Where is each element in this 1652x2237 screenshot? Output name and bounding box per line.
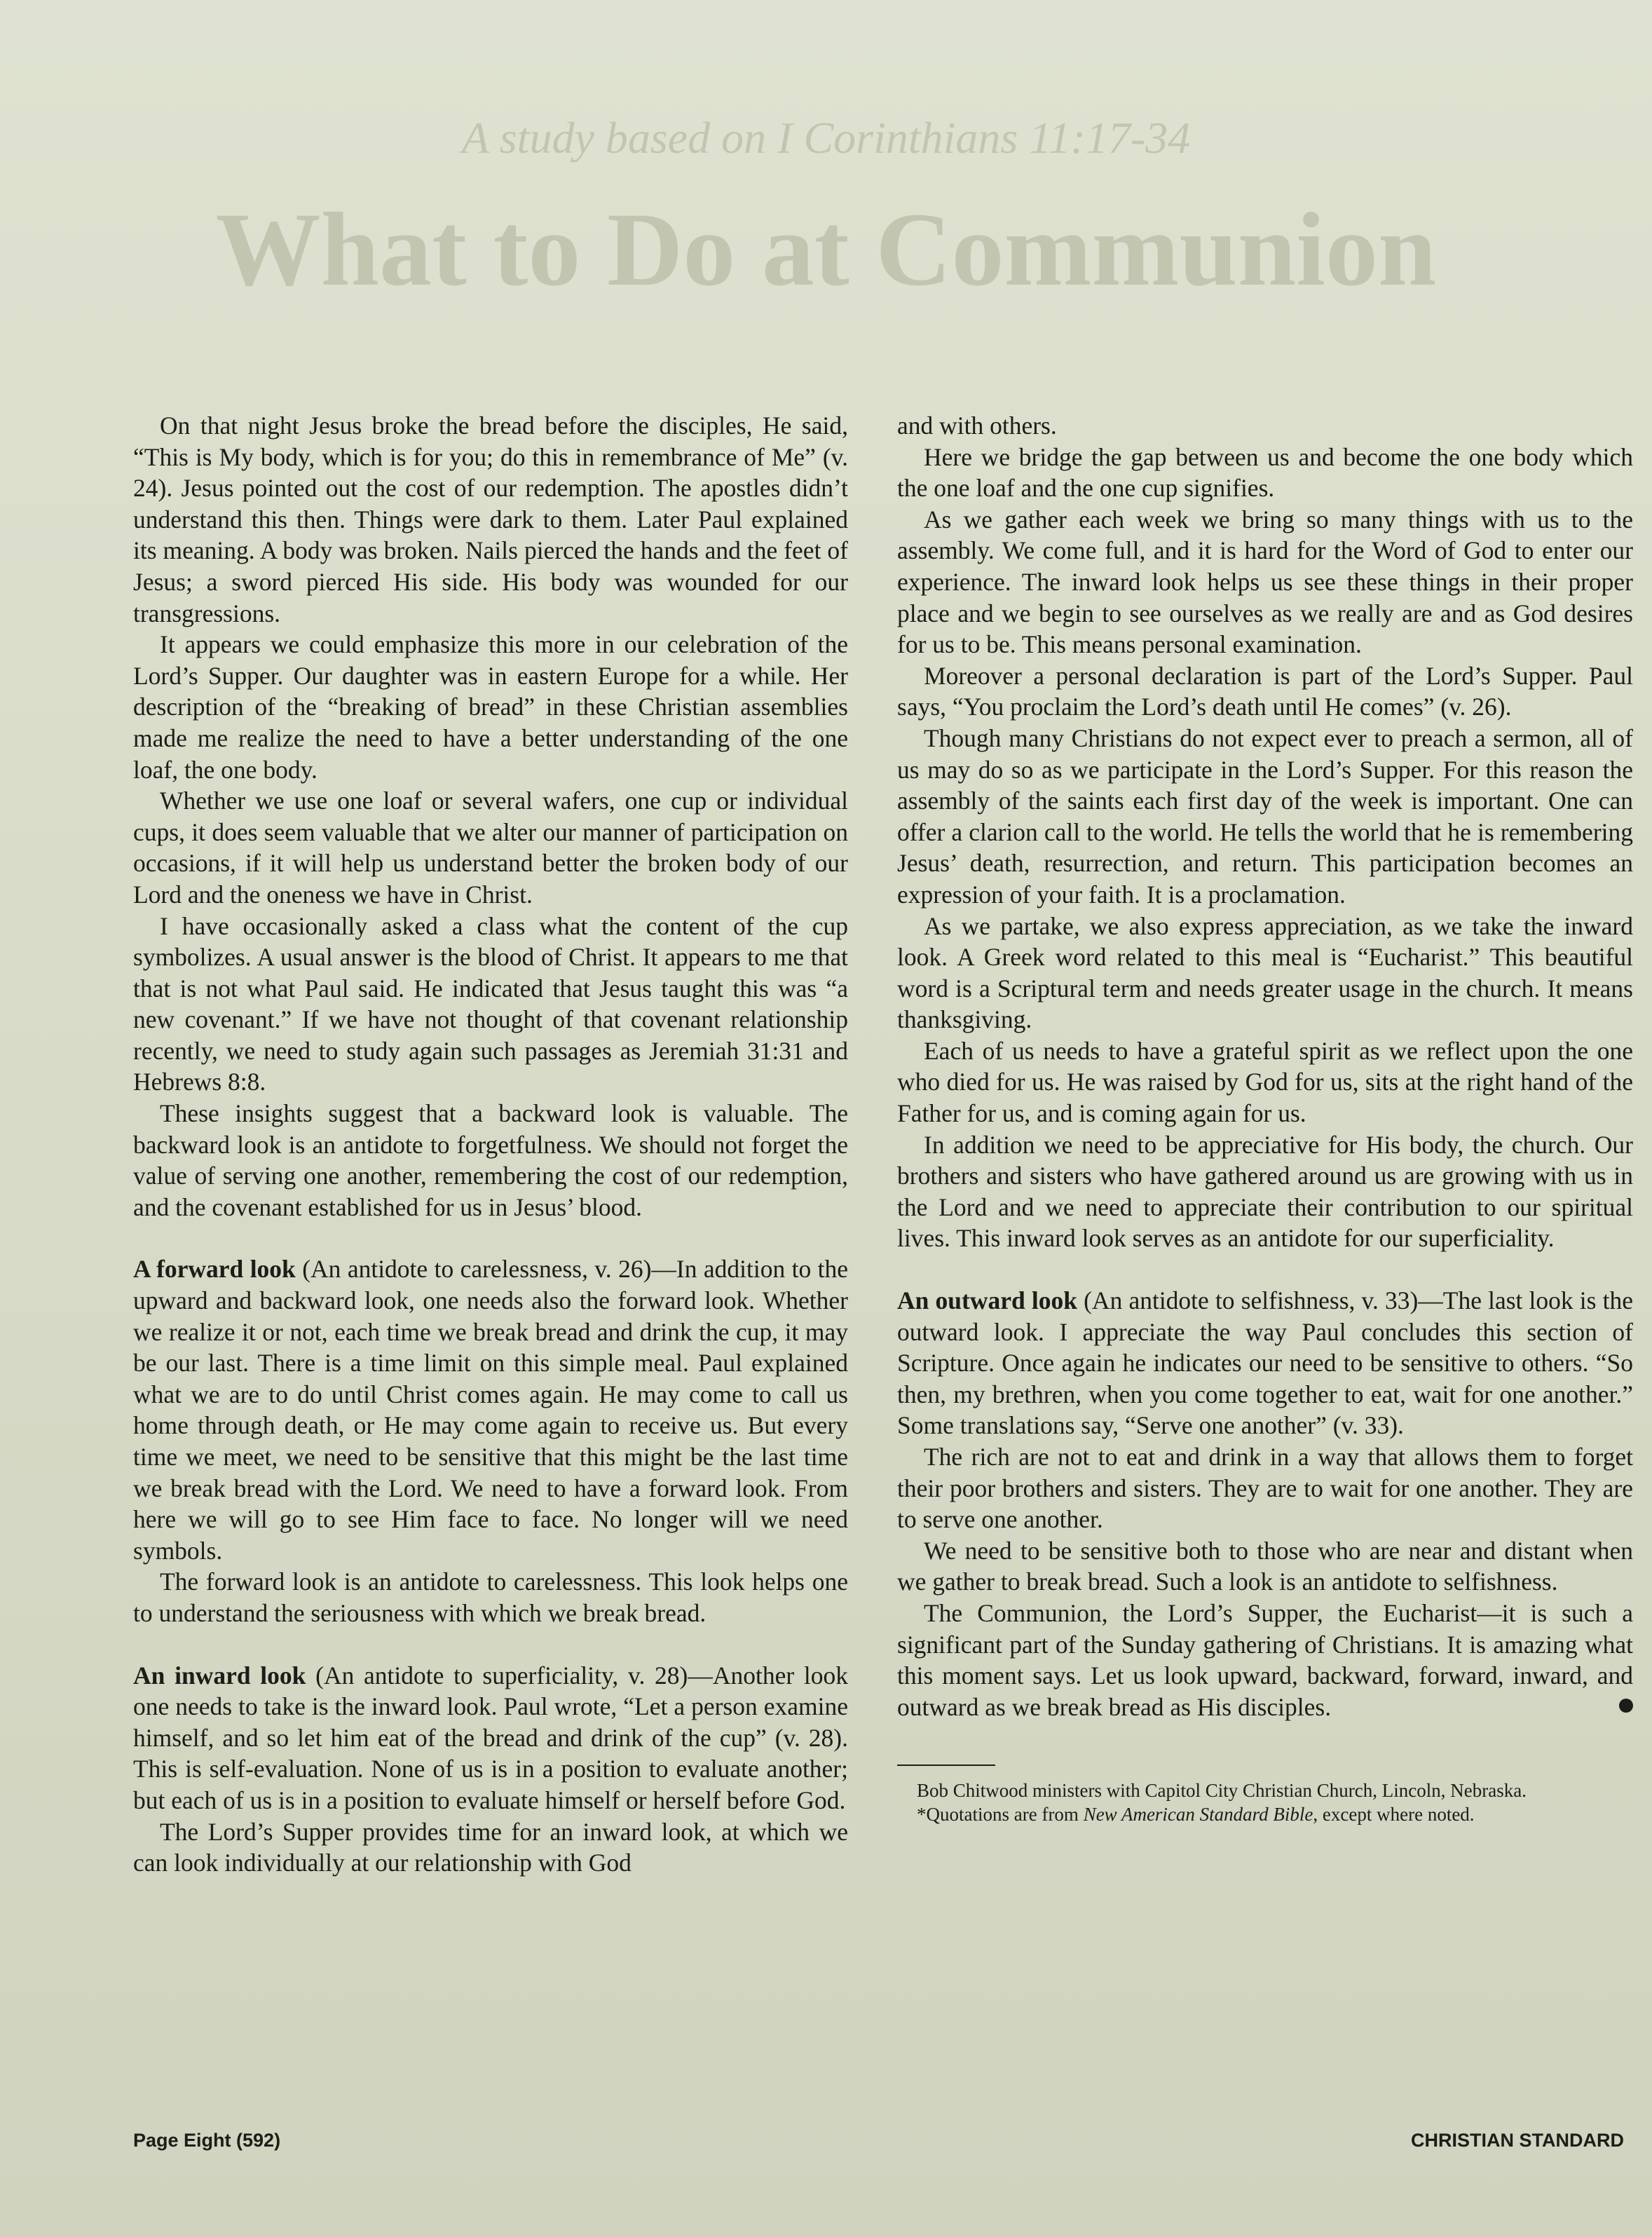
- footnotes: [897, 1765, 1633, 1826]
- body-paragraph: These insights suggest that a backward look is valuable. The backward look is an antidote to forgetfulness. We should not forget the value of serving one another, remembering the cost of our redemption, and the covenant established for us in Jesus’ blood.: [133, 1099, 848, 1221]
- quotation-suffix: , except where noted.: [1313, 1804, 1475, 1825]
- body-paragraph: In addition we need to be appreciative for His body, the church. Our brothers and sisters who have gathered around us are growing with us in the Lord and we need to appreciate their contribution to our spiritual lives. This inward look serves as an antidote for our superficiality.: [897, 1130, 1633, 1253]
- section-heading: An outward look: [897, 1286, 1077, 1315]
- quotation-note: [897, 1802, 1633, 1826]
- continued-text: and with others.: [897, 412, 1057, 440]
- body-paragraph: I have occasionally asked a class what the content of the cup symbolizes. A usual answer is the blood of Christ. It appears to me that that is not what Paul said. He indicated that Jesus taught this was “a new covenant.” If we have not thought of that covenant relationship recently, we need to study again such passages as Jeremiah 31:31 and Hebrews 8:8.: [133, 911, 848, 1096]
- body-paragraph: We need to be sensitive both to those who are near and distant when we gather to break bread. Such a look is an antidote to selfishness.: [897, 1536, 1633, 1596]
- section-heading: An inward look: [133, 1661, 306, 1689]
- section-intro: (An antidote to selfishness, v. 33)—The last look is the outward look. I appreciate the way Paul concludes this section of Scripture. Once again he indicates our need to be sensitive to others. “So then, my brethren, when you come together to eat, wait for one another.” Some translations say, “Serve one another” (v. 33).: [897, 1286, 1633, 1440]
- right-column: [897, 410, 1633, 1826]
- body-paragraph: The Lord’s Supper provides time for an inward look, at which we can look individually at our relationship with God: [133, 1817, 848, 1877]
- left-column: [133, 410, 848, 1879]
- section-intro: (An antidote to superficiality, v. 28)—Another look one needs to take is the inward look. Paul wrote, “Let a person examine himself, and so let him eat of the bread and drink of the cup” (v. 28). This is self-evaluation. None of us is in a position to evaluate another; but each of us is in a position to evaluate himself or herself before God.: [133, 1661, 849, 1814]
- outward-look-section: [897, 1285, 1633, 1441]
- publication-name: CHRISTIAN STANDARD: [1411, 2130, 1624, 2151]
- body-paragraph: Though many Christians do not expect ever to preach a sermon, all of us may do so as we participate in the Lord’s Supper. For this reason the assembly of the saints each first day of the week is important. One can offer a clarion call to the world. He tells the world that he is remembering Jesus’ death, resurrection, and return. This participation becomes an expression of your faith. It is a proclamation.: [897, 723, 1633, 909]
- body-paragraph: The rich are not to eat and drink in a way that allows them to forget their poor brothers and sisters. They are to wait for one another. They are to serve one another.: [897, 1443, 1633, 1534]
- body-paragraph: Moreover a personal declaration is part of the Lord’s Supper. Paul says, “You proclaim the Lord’s death until He comes” (v. 26).: [897, 661, 1633, 721]
- bleed-through-title: What to Do at Communion: [215, 191, 1437, 308]
- quotation-prefix: *Quotations are from: [917, 1804, 1084, 1825]
- end-mark-icon: [1619, 1699, 1633, 1713]
- body-paragraph: As we partake, we also express appreciation, as we take the inward look. A Greek word related to this meal is “Eucharist.” This beautiful word is a Scriptural term and needs greater usage in the church. It means thanksgiving.: [897, 911, 1633, 1034]
- body-paragraph: Whether we use one loaf or several wafers, one cup or individual cups, it does seem valuable that we alter our manner of participation on occasions, if it will help us understand better the broken body of our Lord and the oneness we have in Christ.: [133, 787, 848, 909]
- body-paragraph: [897, 1598, 1633, 1722]
- section-intro: (An antidote to carelessness, v. 26)—In addition to the upward and backward look, one needs also the forward look. Whether we realize it or not, each time we break bread and drink the cup, it may be our last. There is a time limit on this simple meal. Paul explained what we are to do until Christ comes again. He may come to call us home through death, or He may come again to receive us. But every time we meet, we need to be sensitive that this might be the last time we break bread with the Lord. We need to have a forward look. From here we will go to see Him face to face. No longer will we need symbols.: [133, 1255, 849, 1565]
- inward-look-section: [133, 1660, 848, 1816]
- body-paragraph: Here we bridge the gap between us and become the one body which the one loaf and the one cup signifies.: [897, 442, 1633, 503]
- forward-look-section: [133, 1253, 848, 1566]
- body-paragraph: It appears we could emphasize this more in our celebration of the Lord’s Supper. Our daughter was in eastern Europe for a while. Her description of the “breaking of bread” in these Christian assemblies made me realize the need to have a better understanding of the one loaf, the one body.: [133, 630, 848, 784]
- body-paragraph: The forward look is an antidote to carelessness. This look helps one to understand the seriousness with which we break bread.: [133, 1568, 848, 1627]
- body-paragraph: As we gather each week we bring so many things with us to the assembly. We come full, and it is hard for the Word of God to enter our experience. The inward look helps us see these things in their proper place and we begin to see ourselves as we really are and as God desires for us to be. This means personal examination.: [897, 505, 1633, 659]
- page-number: Page Eight (592): [133, 2130, 281, 2151]
- bible-version: New American Standard Bible: [1083, 1804, 1313, 1825]
- bleed-through-kicker: A study based on I Corinthians 11:17-34: [461, 113, 1191, 163]
- body-paragraph: On that night Jesus broke the bread before the disciples, He said, “This is My body, which is for you; do this in remembrance of Me” (v. 24). Jesus pointed out the cost of our redemption. The apostles didn’t understand this then. Things were dark to them. Later Paul explained its meaning. A body was broken. Nails pierced the hands and the feet of Jesus; a sword pierced His side. His body was wounded for our transgressions.: [133, 412, 848, 627]
- closing-text: The Communion, the Lord’s Supper, the Eucharist—it is such a significant part of the Sunday gathering of Christians. It is amazing what this moment says. Let us look upward, backward, forward, inward, and outward as we break bread as His disciples.: [897, 1598, 1633, 1721]
- body-paragraph: Each of us needs to have a grateful spirit as we reflect upon the one who died for us. He was raised by God for us, sits at the right hand of the Father for us, and is coming again for us.: [897, 1036, 1633, 1128]
- author-note: Bob Chitwood ministers with Capitol City Christian Church, Lincoln, Nebraska.: [917, 1780, 1527, 1802]
- section-heading: A forward look: [133, 1255, 296, 1284]
- footnote-rule: [897, 1765, 995, 1766]
